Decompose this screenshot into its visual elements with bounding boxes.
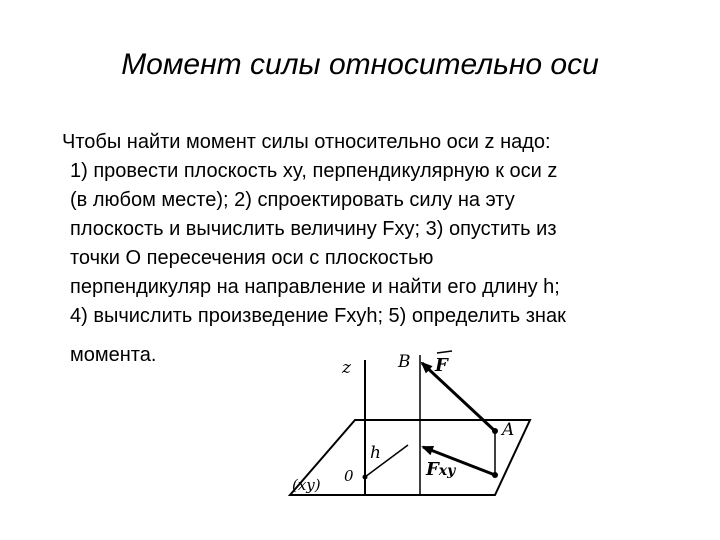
body-line-3: (в любом месте); 2) спроектировать силу на эту [70, 189, 515, 211]
label-b: B [398, 352, 411, 372]
f-vector-bar [437, 351, 452, 353]
label-fxy-sub: xy [438, 463, 456, 479]
point-o [363, 475, 368, 480]
label-fxy-main: F [426, 459, 439, 480]
slide-title: Момент силы относительно оси [121, 48, 599, 81]
label-z: z [342, 358, 351, 378]
label-o: 0 [344, 467, 354, 485]
body-line-1: Чтобы найти момент силы относительно оси z надо: [62, 131, 551, 153]
label-a: A [502, 420, 515, 440]
body-line-5: точки О пересечения оси с плоскостью [70, 247, 434, 269]
body-line-8: момента. [70, 344, 157, 366]
label-h: h [370, 443, 381, 463]
body-line-7: 4) вычислить произведение Fxyh; 5) определить знак [70, 305, 566, 327]
body-line-2: 1) провести плоскость xy, перпендикулярную к оси z [70, 160, 558, 182]
label-plane: (xy) [292, 476, 321, 494]
moment-diagram [280, 335, 540, 515]
label-fxy [425, 459, 456, 480]
label-f: F [435, 355, 448, 376]
body-line-4: плоскость и вычислить величину Fxy; 3) опустить из [70, 218, 557, 240]
body-line-6: перпендикуляр на направление и найти его длину h; [70, 276, 560, 298]
